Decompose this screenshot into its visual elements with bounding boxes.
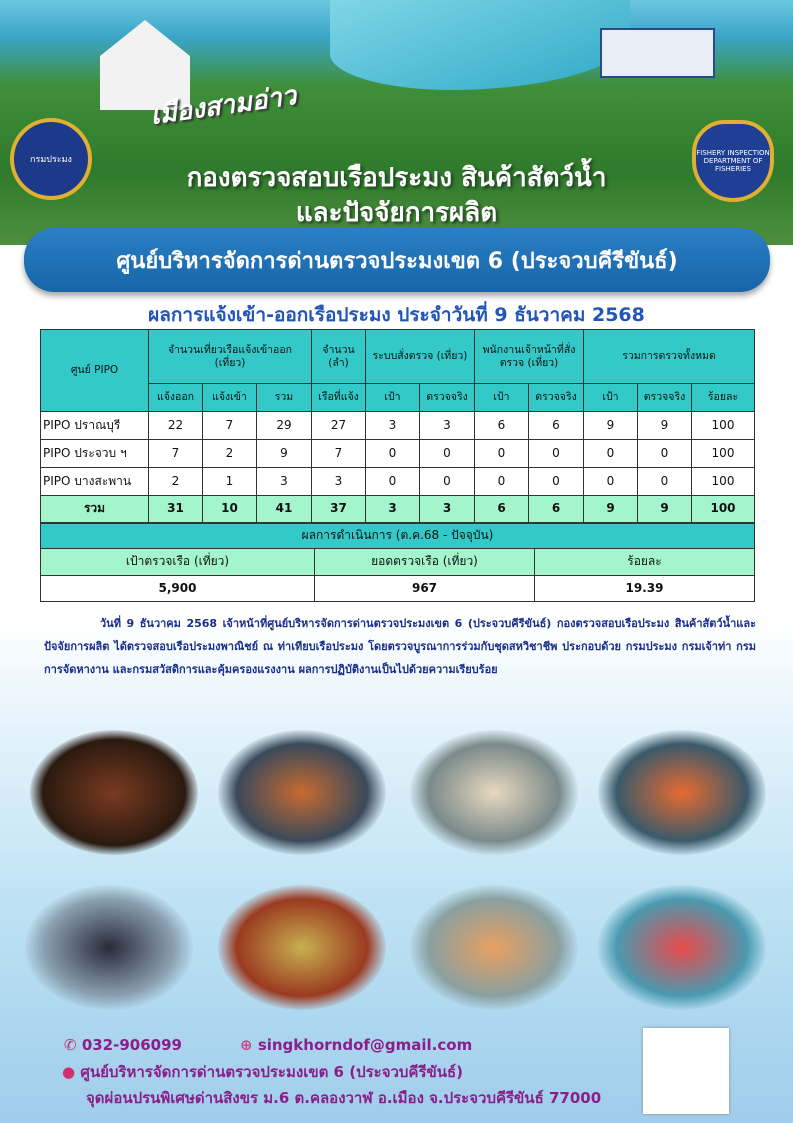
office-label: ศูนย์บริหารจัดการด่านตรวจประมงเขต 6 (ประจวบคีรีขันธ์) [80,1063,464,1081]
center-title: ศูนย์บริหารจัดการด่านตรวจประมงเขต 6 (ประจวบคีรีขันธ์) [24,228,770,292]
photo-crew [410,885,578,1010]
report-body [40,329,754,681]
subheader-cell: เป้า [475,384,529,412]
city-sign: เมืองสามอ่าว [148,80,299,132]
table-cell: 3 [420,412,475,440]
total-cell: 3 [366,496,420,523]
sea-image [330,0,630,90]
daily-report-table [40,329,755,523]
table-cell: 0 [475,440,529,468]
pipo-name: PIPO บางสะพาน [41,468,149,496]
header-total-inspection: รวมการตรวจทั้งหมด [584,330,755,384]
table-cell: 7 [312,440,366,468]
table-cell: 1 [203,468,257,496]
summary-table [40,523,755,602]
table-cell: 0 [529,440,584,468]
total-cell: 100 [692,496,755,523]
fishery-inspection-logo: FISHERY INSPECTION DEPARTMENT OF FISHERIES [692,120,774,202]
table-cell: 0 [638,468,692,496]
photo-inspection-team [410,730,578,855]
photo-boat-78 [598,885,766,1010]
header-banner [0,0,793,245]
subheader-cell: รวม [257,384,312,412]
office-name [62,1060,463,1084]
subheader-cell: แจ้งเข้า [203,384,257,412]
total-cell: 9 [638,496,692,523]
total-cell: รวม [41,496,149,523]
location-pin-icon: ● [62,1063,76,1081]
table-row [41,412,755,440]
photo-group [598,730,766,855]
subheader-cell: เรือที่แจ้ง [312,384,366,412]
table-row [41,440,755,468]
table-cell: 22 [149,412,203,440]
table-cell: 29 [257,412,312,440]
summary-target: 5,900 [41,576,315,602]
table-cell: 0 [584,468,638,496]
table-cell: 27 [312,412,366,440]
photo-fish-hold [218,885,386,1010]
table-cell: 7 [203,412,257,440]
table-cell: 0 [420,440,475,468]
summary-header-inspected: ยอดตรวจเรือ (เที่ยว) [315,549,535,576]
pipo-name: PIPO ประจวบ ฯ [41,440,149,468]
email-contact [240,1036,472,1054]
table-cell: 0 [584,440,638,468]
globe-icon: ⊕ [240,1036,253,1054]
table-cell: 0 [366,468,420,496]
table-cell: 0 [475,468,529,496]
total-cell: 10 [203,496,257,523]
office-address: จุดผ่อนปรนพิเศษด่านสิงขร ม.6 ต.คลองวาฬ อ.เมือง จ.ประจวบคีรีขันธ์ 77000 [86,1089,602,1107]
subheader-cell: เป้า [584,384,638,412]
table-cell: 3 [366,412,420,440]
photo-fishing-nets [30,730,198,855]
subheader-cell: ตรวจจริง [420,384,475,412]
table-cell: 0 [638,440,692,468]
department-of-fisheries-logo: กรมประมง [10,118,92,200]
table-cell: 0 [420,468,475,496]
table-cell: 100 [692,440,755,468]
table-cell: 2 [203,440,257,468]
photo-officers [25,885,193,1010]
header-boats: จำนวน (ลำ) [312,330,366,384]
report-paragraph: วันที่ 9 ธันวาคม 2568 เจ้าหน้าที่ศูนย์บริหารจัดการด่านตรวจประมงเขต 6 (ประจวบคีรีขันธ์) กองตรวจสอบเรือประมง สินค้าสัตว์น้ำและปัจจัยการผลิต ได้ตรวจสอบเรือประมงพาณิชย์ ณ ท่าเทียบเรือประมง โดยตรวจบูรณาการร่วมกับชุดสหวิชาชีพ ประกอบด้วย กรมประมง กรมเจ้าท่า กรมการจัดหางาน และกรมสวัสดิการและคุ้มครองแรงงาน ผลการปฏิบัติงานเป็นไปด้วยความเรียบร้อย [44,617,756,676]
total-cell: 9 [584,496,638,523]
total-cell: 3 [420,496,475,523]
table-cell: 3 [312,468,366,496]
org-title-line2: และปัจจัยการผลิต [295,198,498,228]
table-cell: 3 [257,468,312,496]
total-row [41,496,755,523]
summary-header-percent: ร้อยละ [535,549,755,576]
subheader-cell: ตรวจจริง [529,384,584,412]
org-title-line1: กองตรวจสอบเรือประมง สินค้าสัตว์น้ำ [186,163,607,193]
table-cell: 0 [366,440,420,468]
hotel-image [600,28,715,78]
table-cell: 100 [692,468,755,496]
table-cell: 6 [475,412,529,440]
table-cell: 9 [638,412,692,440]
header-trips: จำนวนเที่ยวเรือแจ้งเข้าออก (เที่ยว) [149,330,312,384]
table-cell: 9 [257,440,312,468]
table-cell: 9 [584,412,638,440]
qr-code[interactable] [643,1028,729,1114]
header-officer: พนักงานเจ้าหน้าที่สั่งตรวจ (เที่ยว) [475,330,584,384]
table-row [41,468,755,496]
summary-title: ผลการดำเนินการ (ต.ค.68 - ปัจจุบัน) [41,524,755,549]
phone-number[interactable]: 032-906099 [81,1036,182,1054]
table-cell: 0 [529,468,584,496]
table-cell: 2 [149,468,203,496]
total-cell: 6 [475,496,529,523]
table-cell: 100 [692,412,755,440]
summary-header-target: เป้าตรวจเรือ (เที่ยว) [41,549,315,576]
subheader-cell: ร้อยละ [692,384,755,412]
subheader-cell: เป้า [366,384,420,412]
total-cell: 41 [257,496,312,523]
table-cell: 7 [149,440,203,468]
pipo-name: PIPO ปราณบุรี [41,412,149,440]
total-cell: 6 [529,496,584,523]
summary-inspected: 967 [315,576,535,602]
phone-contact [64,1036,182,1054]
phone-icon: ✆ [64,1036,77,1054]
email-link[interactable]: singkhorndof@gmail.com [257,1036,473,1054]
subheader-cell: ตรวจจริง [638,384,692,412]
total-cell: 37 [312,496,366,523]
summary-percent: 19.39 [535,576,755,602]
header-system: ระบบสั่งตรวจ (เที่ยว) [366,330,475,384]
report-title: ผลการแจ้งเข้า-ออกเรือประมง ประจำวันที่ 9 ธันวาคม 2568 [148,304,645,326]
total-cell: 31 [149,496,203,523]
table-cell: 6 [529,412,584,440]
subheader-cell: แจ้งออก [149,384,203,412]
header-pipo: ศูนย์ PIPO [41,330,149,412]
photo-boat-hull [218,730,386,855]
